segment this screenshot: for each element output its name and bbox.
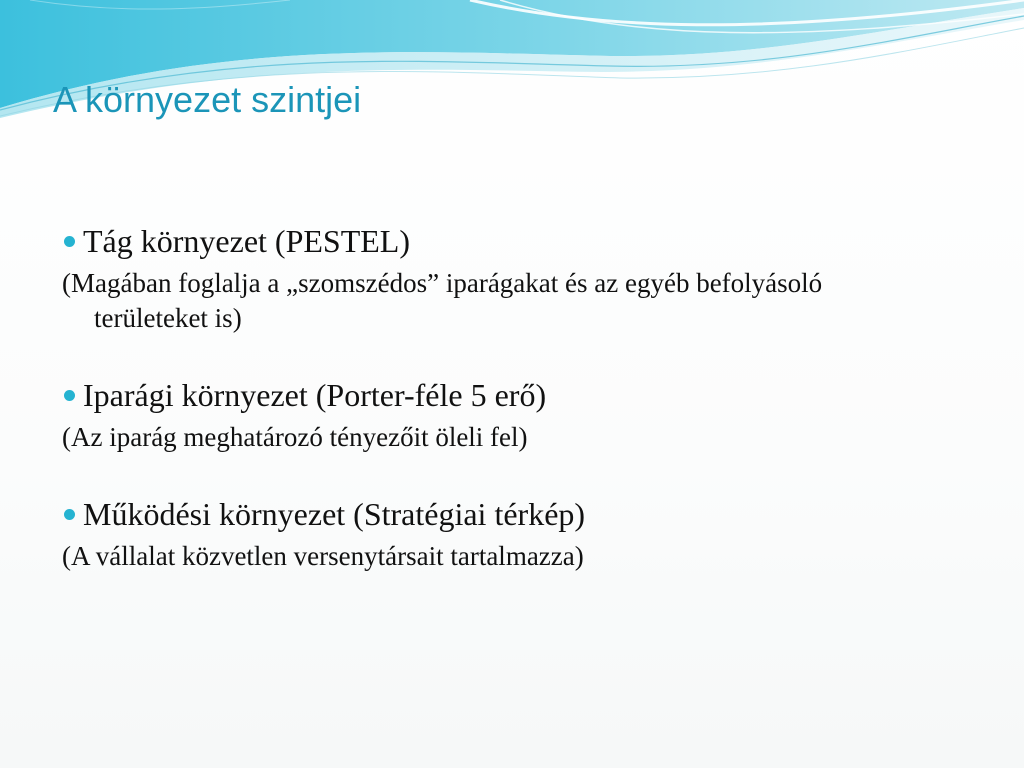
slide-title: A környezet szintjei [53,79,362,120]
bullet-dot-icon [64,390,75,401]
bullet-dot-icon [64,509,75,520]
bullet-heading-row [62,374,962,416]
list-item [62,493,962,574]
bullet-note: (Magában foglalja a „szomszédos” iparágakat és az egyéb befolyásoló területeket is) [62,268,823,333]
bullet-heading: Iparági környezet (Porter-féle 5 erő) [83,376,547,413]
bullet-heading-row [62,220,962,262]
bullet-heading-row [62,493,962,535]
bullet-heading: Működési környezet (Stratégiai térkép) [83,495,586,532]
bullet-heading: Tág környezet (PESTEL) [83,222,410,259]
bullet-note: (A vállalat közvetlen versenytársait tartalmazza) [62,541,584,571]
bullet-dot-icon [64,236,75,247]
list-item [62,220,962,336]
list-item [62,374,962,455]
bullet-list [62,220,962,574]
bullet-note: (Az iparág meghatározó tényezőit öleli fel) [62,422,528,452]
